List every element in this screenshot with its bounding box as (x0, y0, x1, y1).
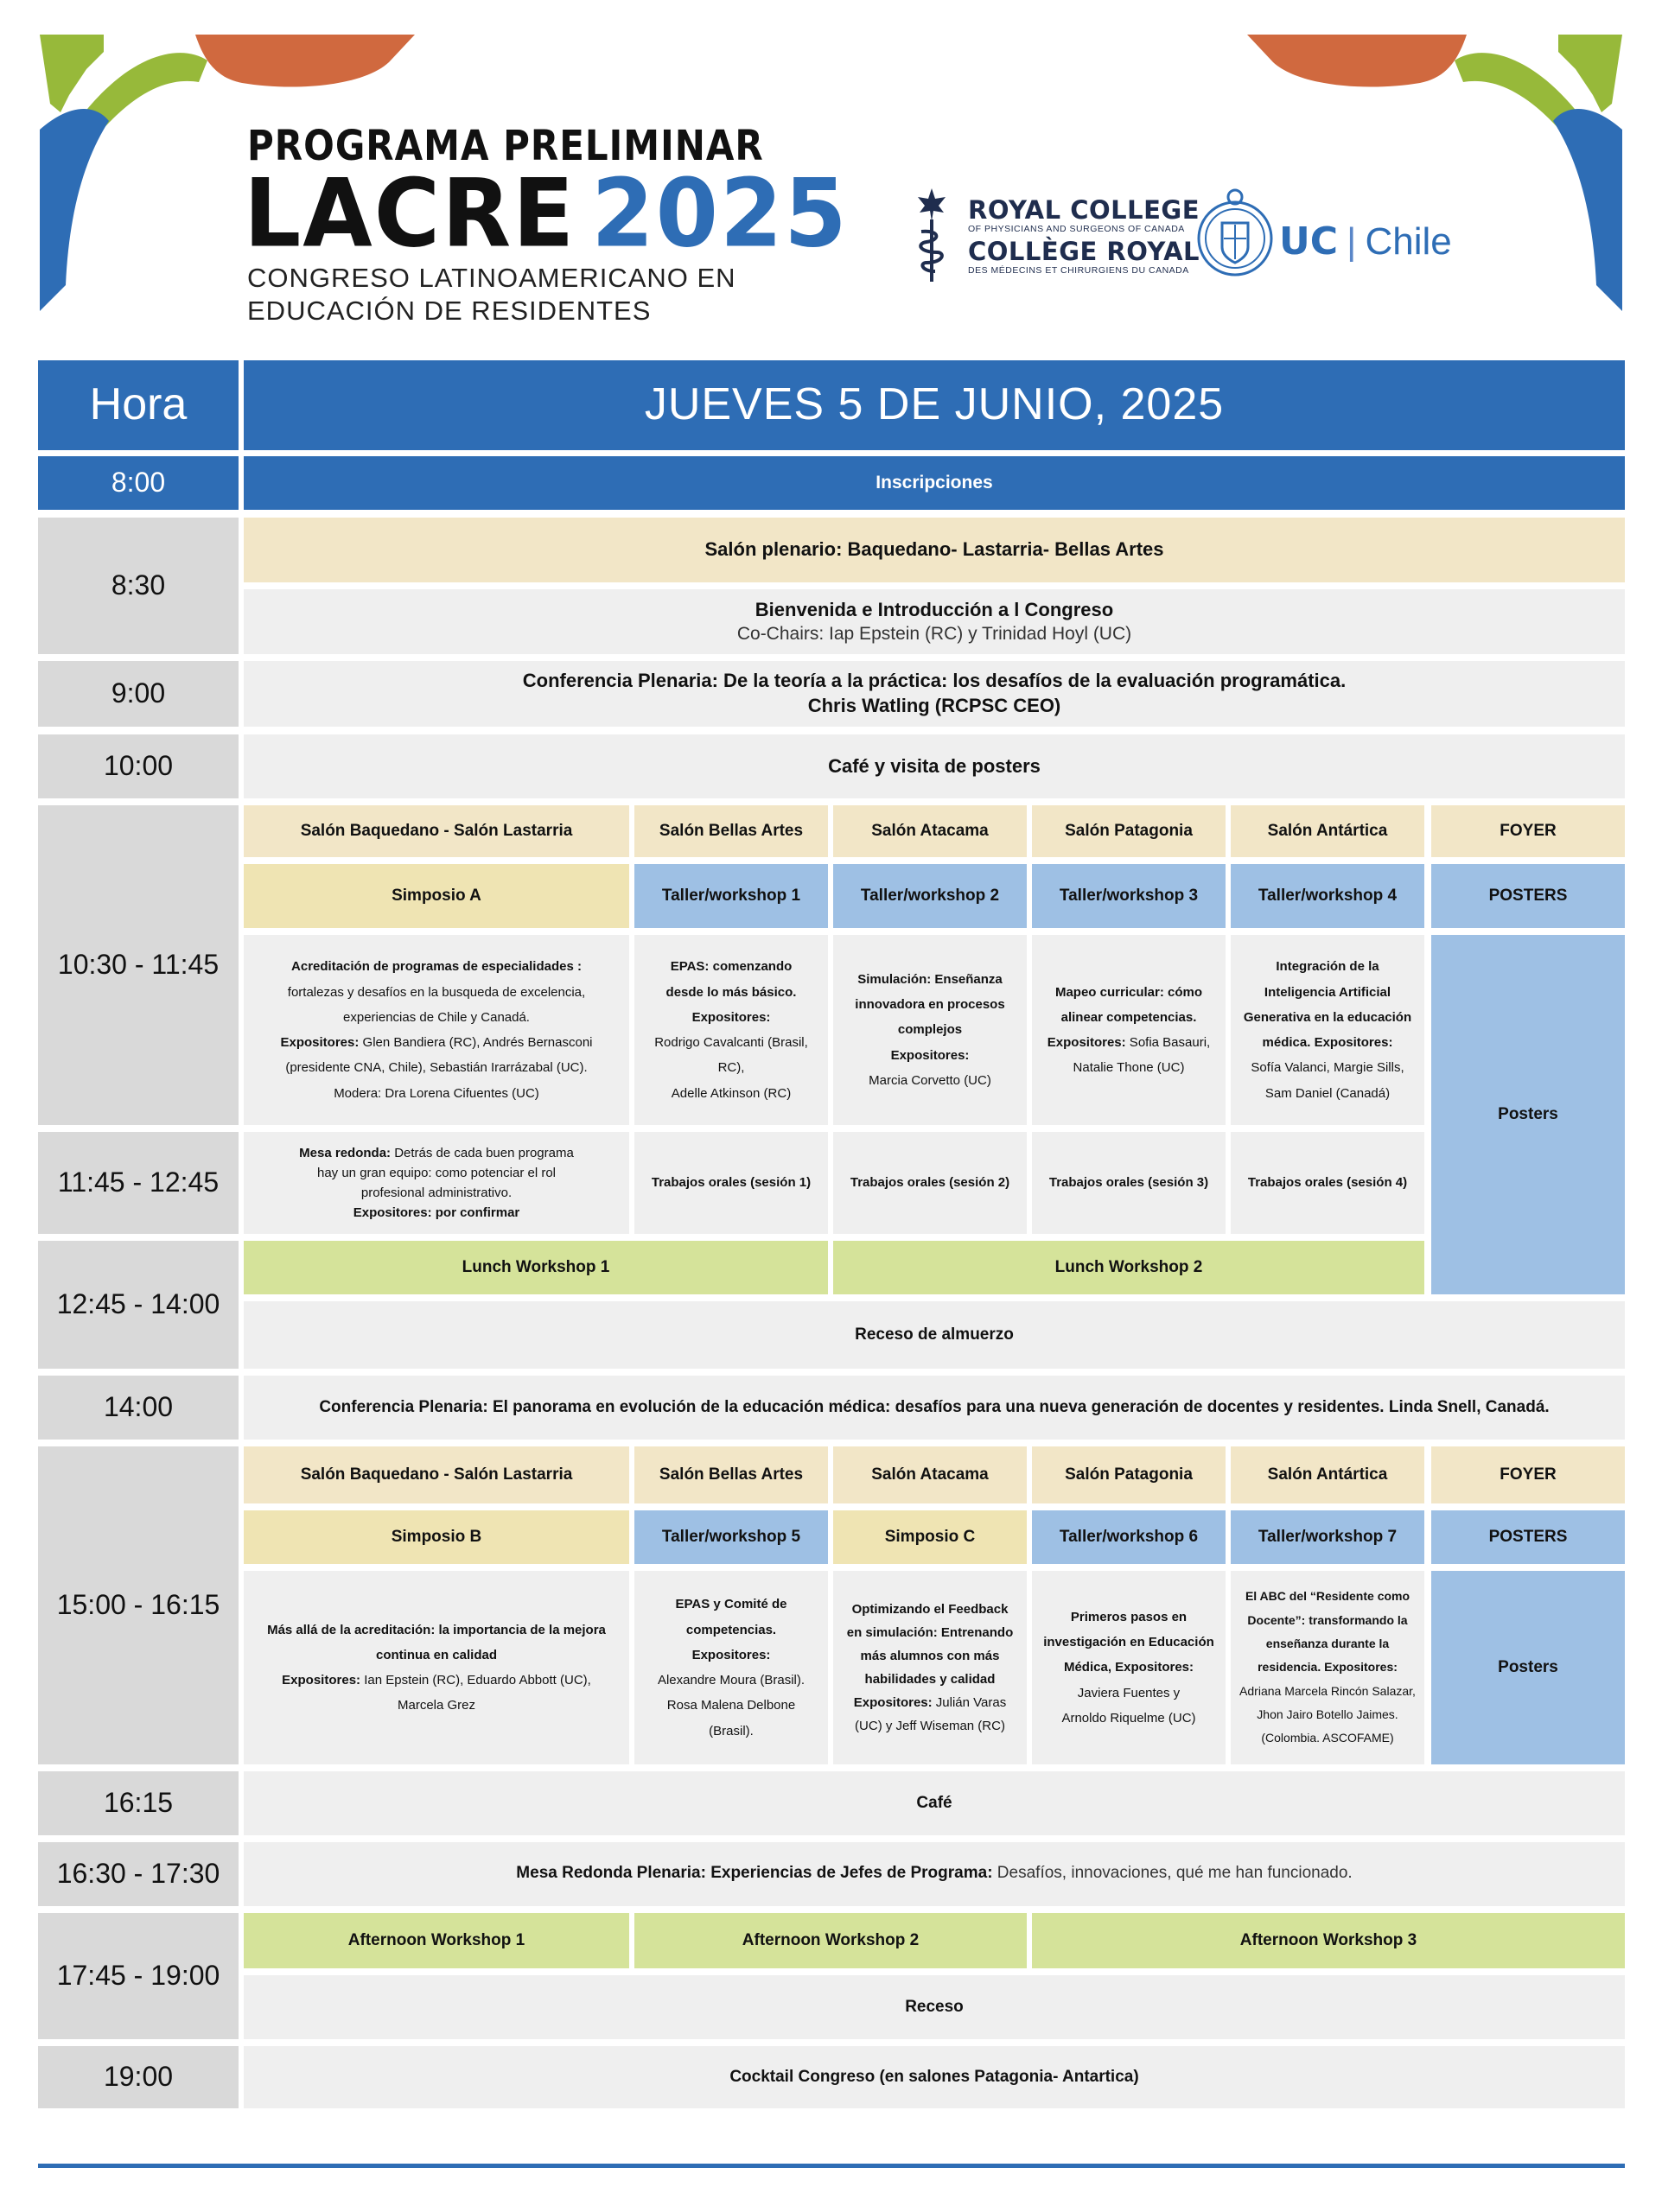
desc-line (282, 1668, 591, 1693)
desc-line: Primeros pasos en (1070, 1609, 1188, 1624)
plenary-speaker: Chris Watling (RCPSC CEO) (807, 695, 1061, 716)
registration-bar: Inscripciones (244, 456, 1625, 510)
corner-ornament-right (1247, 0, 1627, 320)
session-description (1231, 935, 1424, 1125)
session-description (833, 935, 1027, 1125)
desc-line: Adelle Atkinson (RC) (671, 1085, 792, 1101)
desc-line: Expositores: (691, 1647, 771, 1662)
desc-line: Rosa Malena Delbone (Brasil). (666, 1698, 796, 1738)
time-slot: 10:00 (38, 734, 239, 798)
uc-separator: | (1347, 220, 1357, 263)
time-slot: 16:15 (38, 1771, 239, 1835)
desc-line: (presidente CNA, Chile), Sebastián Irarrázabal (UC). (285, 1060, 588, 1076)
desc-line: Alexandre Moura (Brasil). (657, 1673, 806, 1688)
afternoon-workshop: Afternoon Workshop 1 (244, 1913, 629, 1968)
desc-line: Optimizando el Feedback (851, 1602, 1009, 1617)
desc-line (854, 1691, 1006, 1714)
event-title (244, 157, 849, 269)
desc-line: fortalezas y desafíos en la busqueda de excelencia, (287, 984, 586, 1000)
room-header: Salón Atacama (833, 805, 1027, 857)
royal-college-logo (968, 197, 1200, 280)
desc-line: Inteligencia Artificial (1264, 984, 1391, 1000)
round-table-title: Mesa Redonda Plenaria: Experiencias de Jefes de Programa: (516, 1864, 993, 1882)
desc-line: médica. Expositores: (1262, 1035, 1393, 1050)
session-title: Detrás de cada buen programa (391, 1145, 574, 1160)
session-description (244, 935, 629, 1125)
coffee-break: Café (244, 1771, 1625, 1835)
desc-line: Sofía Valanci, Margie Sills, (1251, 1060, 1404, 1076)
royal-college-crest-icon (914, 187, 949, 283)
plenary-title: Conferencia Plenaria: De la teoría a la práctica: los desafíos de la evaluación programática. (522, 670, 1347, 692)
room-header: Salón Antártica (1231, 805, 1424, 857)
time-slot: 12:45 - 14:00 (38, 1241, 239, 1369)
desc-line: Docente”: transformando la (1247, 1612, 1408, 1627)
session-name: Taller/workshop 3 (1032, 864, 1226, 928)
desc-line: Acreditación de programas de especialidades : (291, 959, 582, 975)
desc-line: Integración de la (1276, 959, 1379, 975)
session-name: Taller/workshop 4 (1231, 864, 1424, 928)
desc-line: Más allá de la acreditación: la importancia de la mejora (267, 1622, 606, 1637)
plenary-conference-1 (244, 661, 1625, 727)
room-header: Salón Baquedano - Salón Lastarria (244, 1446, 629, 1503)
desc-line: enseñanza durante la (1265, 1637, 1390, 1651)
desc-line: Médica, Expositores: (1063, 1660, 1194, 1675)
uc-chile-logo (1279, 219, 1452, 264)
speakers: Glen Bandiera (RC), Andrés Bernasconi (359, 1035, 593, 1050)
round-table-session (244, 1132, 629, 1234)
event-year: 2025 (591, 157, 849, 269)
time-slot: 16:30 - 17:30 (38, 1842, 239, 1906)
welcome-session (244, 589, 1625, 654)
session-description (833, 1571, 1027, 1764)
afternoon-workshop: Afternoon Workshop 3 (1032, 1913, 1625, 1968)
desc-line: innovadora en procesos (855, 997, 1005, 1013)
desc-line: Modera: Dra Lorena Cifuentes (UC) (334, 1085, 539, 1101)
session-description (1032, 935, 1226, 1125)
session-description (1231, 1571, 1424, 1764)
footer-divider (38, 2164, 1625, 2168)
desc-line: Rodrigo Cavalcanti (Brasil, RC), (654, 1035, 808, 1076)
posters-area: Posters (1431, 1571, 1625, 1764)
room-header: Salón Bellas Artes (634, 805, 828, 857)
desc-line: Expositores: por confirmar (353, 1205, 520, 1221)
event-name: LACRE (244, 157, 576, 269)
room-header: Salón Atacama (833, 1446, 1027, 1503)
royal-college-en: ROYAL COLLEGE (968, 195, 1200, 225)
desc-line: (UC) y Jeff Wiseman (RC) (855, 1719, 1005, 1733)
time-slot: 8:30 (38, 518, 239, 654)
desc-line: habilidades y calidad (864, 1672, 996, 1687)
session-description (634, 935, 828, 1125)
time-slot: 14:00 (38, 1376, 239, 1440)
desc-line: investigación en Educación (1043, 1635, 1214, 1650)
desc-line: Marcela Grez (397, 1698, 476, 1713)
desc-line: competencias. (685, 1622, 777, 1637)
session-name: Taller/workshop 5 (634, 1510, 828, 1564)
desc-line: Arnoldo Riquelme (UC) (1061, 1710, 1196, 1726)
desc-line: Marcia Corvetto (UC) (869, 1072, 991, 1088)
program-subtitle: PROGRAMA PRELIMINAR (247, 121, 764, 170)
speakers: Julián Varas (932, 1695, 1007, 1710)
speakers-label: Expositores: (280, 1035, 360, 1050)
session-name: Simposio A (244, 864, 629, 928)
posters-area: Posters (1431, 935, 1625, 1294)
session-name: POSTERS (1431, 864, 1625, 928)
desc-line: (Colombia. ASCOFAME) (1261, 1731, 1394, 1745)
afternoon-workshop: Afternoon Workshop 2 (634, 1913, 1027, 1968)
uc-chile-word: Chile (1365, 220, 1452, 263)
room-header: FOYER (1431, 1446, 1625, 1503)
session-name: Taller/workshop 6 (1032, 1510, 1226, 1564)
desc-line: Sam Daniel (Canadá) (1264, 1085, 1391, 1101)
desc-line: EPAS: comenzando (670, 959, 793, 975)
desc-line: Adriana Marcela Rincón Salazar, (1239, 1683, 1416, 1698)
desc-line: Expositores: (890, 1047, 970, 1063)
session-name: Taller/workshop 2 (833, 864, 1027, 928)
oral-session: Trabajos orales (sesión 2) (833, 1132, 1027, 1234)
lunch-recess: Receso de almuerzo (244, 1301, 1625, 1369)
welcome-chairs: Co-Chairs: Iap Epstein (RC) y Trinidad Hoyl (UC) (736, 624, 1132, 645)
desc-line: desde lo más básico. (665, 984, 797, 1000)
speakers-label: Expositores: (853, 1695, 933, 1710)
session-description (1032, 1571, 1226, 1764)
time-slot: 10:30 - 11:45 (38, 805, 239, 1125)
desc-line: Generativa en la educación (1243, 1009, 1412, 1025)
desc-line: hay un gran equipo: como potenciar el rol (316, 1165, 556, 1180)
room-header: FOYER (1431, 805, 1625, 857)
time-column-header: Hora (38, 360, 239, 450)
room-header: Salón Antártica (1231, 1446, 1424, 1503)
desc-line: residencia. Expositores: (1258, 1660, 1398, 1675)
desc-line: Simulación: Enseñanza (857, 971, 1003, 987)
room-header: Salón Patagonia (1032, 1446, 1226, 1503)
royal-college-fr: COLLÈGE ROYAL (968, 237, 1200, 266)
time-slot: 15:00 - 16:15 (38, 1446, 239, 1764)
desc-line: profesional administrativo. (360, 1185, 513, 1200)
desc-line (299, 1143, 574, 1163)
coffee-break: Café y visita de posters (244, 734, 1625, 798)
session-description (244, 1571, 629, 1764)
desc-line: Jhon Jairo Botello Jaimes. (1257, 1707, 1398, 1721)
uc-initials: UC (1279, 219, 1339, 264)
desc-line: Javiera Fuentes y (1077, 1685, 1181, 1700)
time-slot: 19:00 (38, 2046, 239, 2108)
room-header: Salón Patagonia (1032, 805, 1226, 857)
session-name: Taller/workshop 7 (1231, 1510, 1424, 1564)
time-slot: 11:45 - 12:45 (38, 1132, 239, 1234)
speakers-label: Expositores: (282, 1673, 361, 1688)
oral-session: Trabajos orales (sesión 1) (634, 1132, 828, 1234)
lunch-workshop: Lunch Workshop 2 (833, 1241, 1424, 1294)
welcome-title: Bienvenida e Introducción a l Congreso (755, 598, 1114, 620)
royal-college-en-sub: OF PHYSICIANS AND SURGEONS OF CANADA (968, 224, 1185, 234)
desc-line (281, 1030, 593, 1055)
speakers: Sofia Basauri, (1125, 1035, 1211, 1050)
session-label: Mesa redonda: (299, 1145, 392, 1160)
desc-line: experiencias de Chile y Canadá. (343, 1009, 530, 1025)
session-name: Simposio C (833, 1510, 1027, 1564)
session-name: POSTERS (1431, 1510, 1625, 1564)
desc-line: Mapeo curricular: cómo (1054, 984, 1203, 1000)
room-header: Salón Baquedano - Salón Lastarria (244, 805, 629, 857)
desc-line: Expositores: (691, 1009, 771, 1025)
session-name: Taller/workshop 1 (634, 864, 828, 928)
speakers-label: Expositores: (1047, 1035, 1126, 1050)
oral-session: Trabajos orales (sesión 4) (1231, 1132, 1424, 1234)
plenary-conference-2: Conferencia Plenaria: El panorama en evolución de la educación médica: desafíos para una nueva generación de docentes y residentes. Linda Snell, Canadá. (244, 1376, 1625, 1440)
plenary-room: Salón plenario: Baquedano- Lastarria- Bellas Artes (244, 518, 1625, 582)
time-slot: 9:00 (38, 661, 239, 727)
evening-recess: Receso (244, 1975, 1625, 2039)
event-description-line1: CONGRESO LATINOAMERICANO EN (247, 263, 736, 293)
desc-line: EPAS y Comité de (675, 1597, 787, 1612)
desc-line: más alumnos con más (860, 1649, 1000, 1663)
uc-seal-icon (1196, 180, 1274, 282)
round-table-topic: Desafíos, innovaciones, qué me han funcionado. (992, 1864, 1353, 1882)
time-slot: 17:45 - 19:00 (38, 1913, 239, 2039)
desc-line: en simulación: Entrenando (846, 1625, 1014, 1640)
session-name: Simposio B (244, 1510, 629, 1564)
desc-line: El ABC del “Residente como (1245, 1589, 1410, 1604)
desc-line: complejos (897, 1022, 963, 1038)
plenary-round-table (244, 1842, 1625, 1906)
time-slot: 8:00 (38, 456, 239, 510)
session-description (634, 1571, 828, 1764)
desc-line: Natalie Thone (UC) (1073, 1060, 1185, 1076)
day-header: JUEVES 5 DE JUNIO, 2025 (244, 360, 1625, 450)
desc-line: alinear competencias. (1060, 1009, 1197, 1025)
desc-line: continua en calidad (375, 1647, 498, 1662)
speakers: Ian Epstein (RC), Eduardo Abbott (UC), (360, 1673, 591, 1688)
event-description-line2: EDUCACIÓN DE RESIDENTES (247, 296, 652, 326)
desc-line (1048, 1030, 1210, 1055)
cocktail: Cocktail Congreso (en salones Patagonia- Antartica) (244, 2046, 1625, 2108)
lunch-workshop: Lunch Workshop 1 (244, 1241, 828, 1294)
royal-college-fr-sub: DES MÉDECINS ET CHIRURGIENS DU CANADA (968, 265, 1189, 276)
oral-session: Trabajos orales (sesión 3) (1032, 1132, 1226, 1234)
room-header: Salón Bellas Artes (634, 1446, 828, 1503)
